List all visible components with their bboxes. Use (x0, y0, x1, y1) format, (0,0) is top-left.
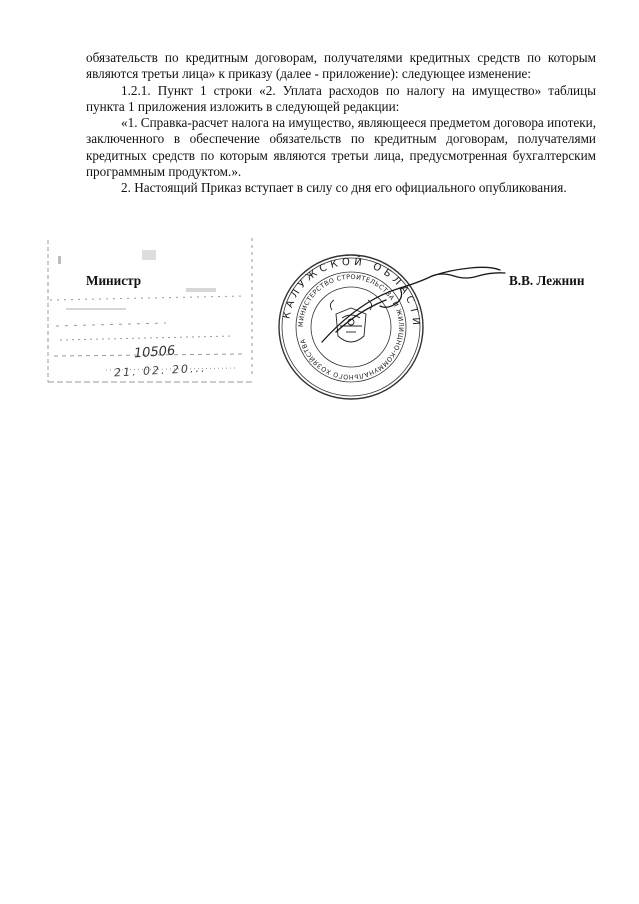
paragraph-clause-2: 2. Настоящий Приказ вступает в силу со дня его официального опубликования. (121, 180, 567, 196)
seal-outer-text: КАЛУЖСКОЙ ОБЛАСТИ (281, 256, 422, 330)
signer-name: В.В. Лежнин (509, 273, 585, 288)
signatory-position: Министр (86, 273, 142, 288)
paragraph-continuation: обязательств по кредитным договорам, получателями кредитных средств по которым являются третьи лица» к приказу (далее - приложение): следующее изменение: (86, 50, 596, 82)
registration-number: 10506 (133, 343, 176, 362)
registration-date: 21. 02. 20... (113, 361, 207, 380)
paragraph-quoted-text: «1. Справка-расчет налога на имущество, являющееся предметом договора ипотеки, заключенного в обеспечение обязательств по кредитным договорам, получателями кредитных средств по которым являются третьи лица, предусмотренная бухгалтерским программным продуктом.». (86, 115, 596, 180)
paragraph-clause-1-2-1: 1.2.1. Пункт 1 строки «2. Уплата расходов по налогу на имущество» таблицы пункта 1 приложения изложить в следующей редакции: (86, 82, 596, 114)
seal-inner-text: МИНИСТЕРСТВО СТРОИТЕЛЬСТВА И ЖИЛИЩНО-КОММУНАЛЬНОГО ХОЗЯЙСТВА (296, 272, 406, 382)
